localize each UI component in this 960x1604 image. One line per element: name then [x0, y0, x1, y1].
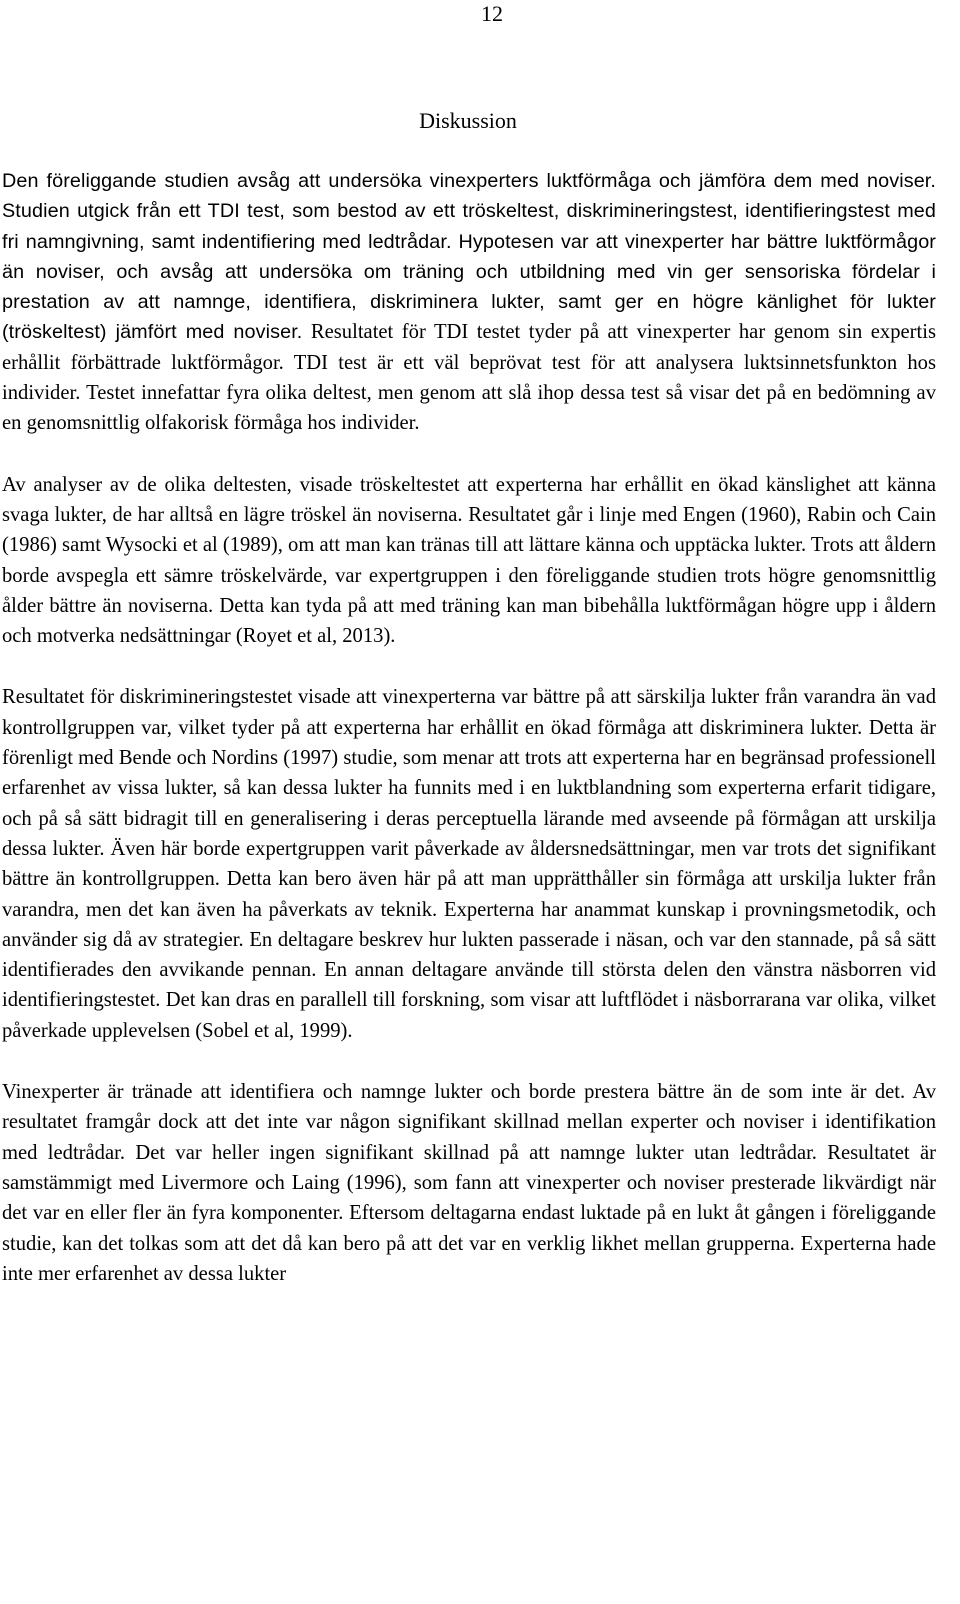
document-body [2, 166, 936, 1320]
paragraph-2: Av analyser av de olika deltesten, visade tröskeltestet att experterna har erhållit en ökad känslighet att känna svaga lukter, de har alltså en lägre tröskel än noviserna. Resultatet går i linje med Engen (1960), Rabin och Cain (1986) samt Wysocki et al (1989), om att man kan tränas till att lättare känna och upptäcka lukter. Trots att åldern borde avspegla ett sämre tröskelvärde, var expertgruppen i den föreliggande studien trots högre genomsnittlig ålder bättre än noviserna. Detta kan tyda på att med träning kan man bibehålla luktförmågan högre upp i åldern och motverka nedsättningar (Royet et al, 2013). [2, 473, 937, 648]
paragraph-1-sans-text: Den föreliggande studien avsåg att undersöka vinexperters luktförmåga och jämföra dem med noviser. Studien utgick från ett TDI test, som bestod av ett tröskeltest, diskrimineringstest, identifieringstest med fri namngivning, samt indentifiering med ledtrådar. Hypotesen var att vinexperter har bättre luktförmågor än noviser, och avsåg att undersöka om träning och utbildning med vin ger sensoriska fördelar i prestation av att namnge, identifiera, diskriminera lukter, samt ger en högre känlighet för lukter (tröskeltest) jämfört med noviser. [2, 170, 936, 344]
section-heading: Diskussion [419, 108, 517, 133]
page-number: 12 [481, 1, 503, 26]
paragraph-4: Vinexperter är tränade att identifiera och namnge lukter och borde prestera bättre än de som inte är det. Av resultatet framgår dock att det inte var någon signifikant skillnad mellan experter och noviser i identifikation med ledtrådar. Det var heller ingen signifikant skillnad på att namnge lukter utan ledtrådar. Resultatet är samstämmigt med Livermore och Laing (1996), som fann att vinexperter och noviser presterade likvärdigt när det var en eller fler än fyra komponenter. Eftersom deltagarna endast luktade på en lukt åt gången i föreliggande studie, kan det tolkas som att det då kan bero på att det var en verklig likhet mellan grupperna. Experterna hade inte mer erfarenhet av dessa lukter [2, 1081, 936, 1285]
paragraph-1 [2, 166, 936, 439]
paragraph-3: Resultatet för diskrimineringstestet visade att vinexperterna var bättre på att särskilja lukter från varandra än vad kontrollgruppen var, vilket tyder på att experterna har erhållit en ökad förmåga att diskriminera lukter. Detta är förenligt med Bende och Nordins (1997) studie, som menar att trots att experterna har en begränsad professionell erfarenhet av vissa lukter, så kan dessa lukter ha funnits med i en luktblandning som experterna erfarit tidigare, och på så sätt bidragit till en generalisering i deras perceptuella lärande med avseende på förmågan att urskilja dessa lukter. Även här borde expertgruppen varit påverkade av åldersnedsättningar, men var trots det signifikant bättre än kontrollgruppen. Detta kan bero även här på att man upprätthåller sin förmåga att urskilja lukter från varandra, men det kan även ha påverkats av teknik. Experterna har anammat kunskap i provningsmetodik, och använder sig då av strategier. En deltagare beskrev hur lukten passerade i näsan, och var den stannade, på så sätt identifierades den avvikande pennan. En annan deltagare använde till största delen den vänstra näsborren vid identifieringstestet. Det kan dras en parallell till forskning, som visar att luftflödet i näsborrarana var olika, vilket påverkade upplevelsen (Sobel et al, 1999). [2, 686, 936, 1042]
paragraph-1-serif-text: Resultatet för TDI testet tyder på att vinexperter har genom sin expertis erhållit förbättrade luktförmågor. TDI test är ett väl beprövat test för att analysera luktsinnetsfunkton hos individer. Testet innefattar fyra olika deltest, men genom att slå ihop dessa test så visar det på en bedömning av en genomsnittlig olfakorisk förmåga hos individer. [2, 321, 936, 435]
